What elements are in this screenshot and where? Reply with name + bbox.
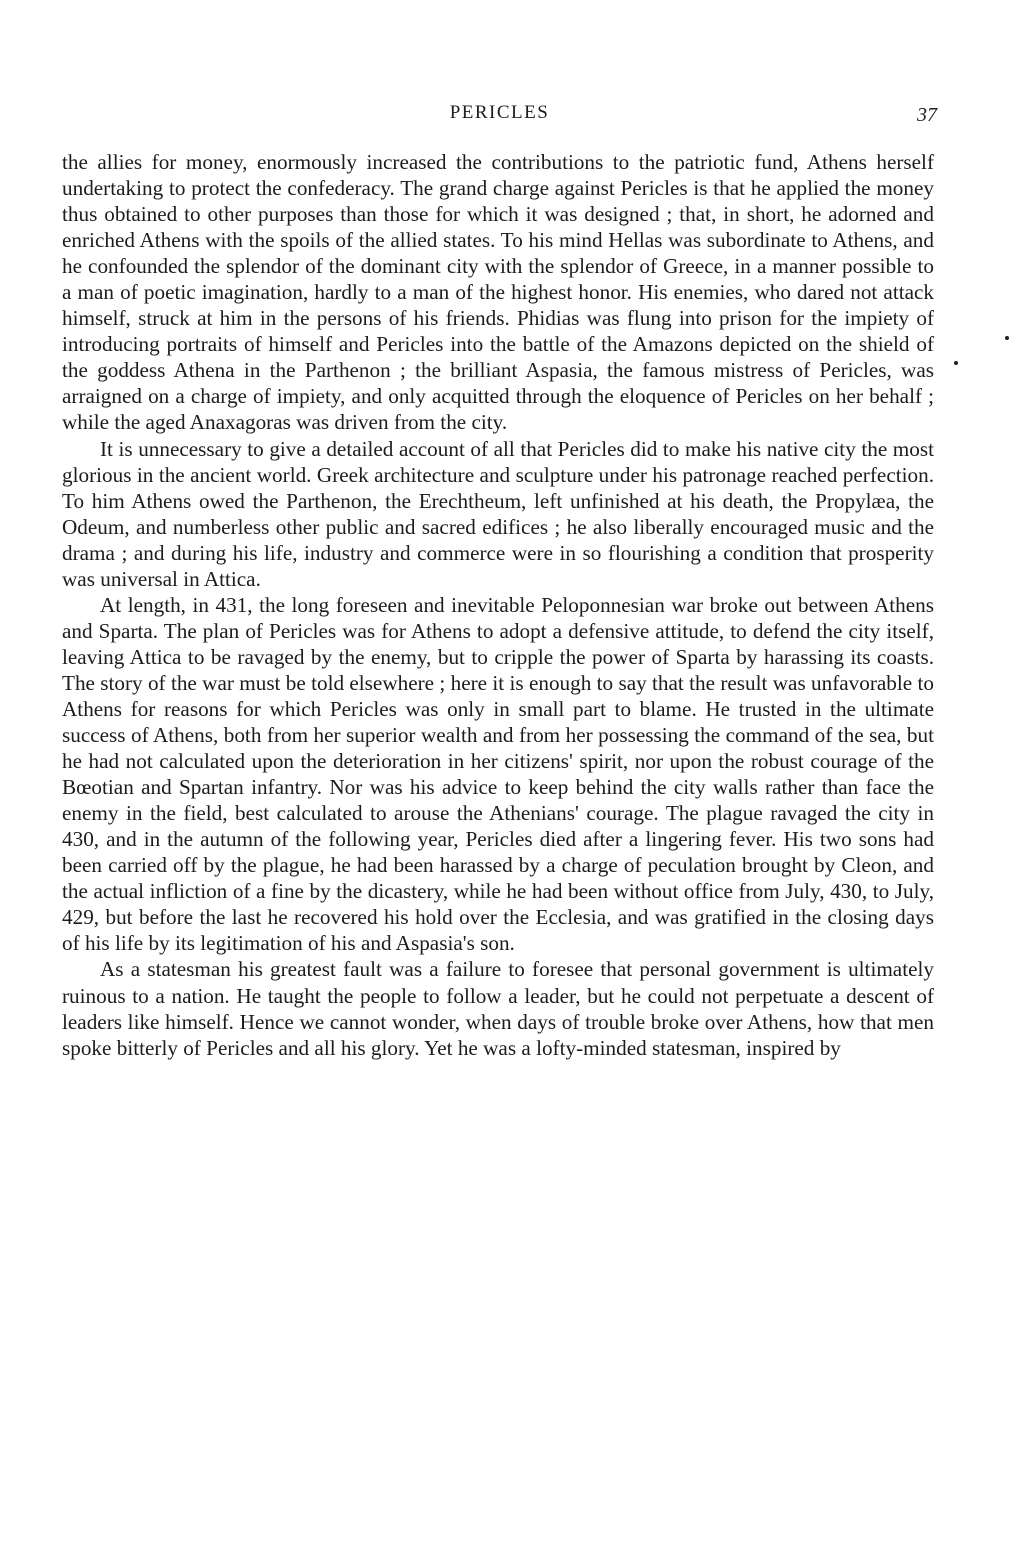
page-number: 37 — [917, 104, 937, 126]
running-title: PERICLES — [449, 102, 550, 123]
paragraph-achievements: It is unnecessary to give a detailed account of all that Pericles did to make his native city the most glorious in the ancient world. Greek architecture and sculpture under his patronage reached perfection. To him Athens owed the Parthenon, the Erechtheum, left unfinished at his death, the Propylæa, the Odeum, and numberless other public and sacred edifices ; he also liberally encouraged music and the drama ; and during his life, industry and commerce were in so flourishing a condition that prosperity was universal in Attica. — [62, 436, 934, 591]
paragraph-peloponnesian-war: At length, in 431, the long foreseen and inevitable Peloponnesian war broke out between Athens and Sparta. The plan of Pericles was for Athens to adopt a defensive attitude, to defend the city itself, leaving Attica to be ravaged by the enemy, but to cripple the power of Sparta by harassing its coasts. The story of the war must be told elsewhere ; here it is enough to say that the result was unfavorable to Athens for reasons for which Pericles was only in small part to blame. He trusted in the ultimate success of Athens, both from her superior wealth and from her possessing the command of the sea, but he had not calculated upon the deterioration in her citizens' spirit, nor upon the robust courage of the Bœotian and Spartan infantry. Nor was his advice to keep behind the city walls rather than face the enemy in the field, best calculated to arouse the Athenians' courage. The plague ravaged the city in 430, and in the autumn of the following year, Pericles died after a lingering fever. His two sons had been carried off by the plague, he had been harassed by a charge of peculation brought by Cleon, and the actual infliction of a fine by the dicastery, while he had been without office from July, 430, to July, 429, but before the last he recovered his hold over the Ecclesia, and was gratified in the closing days of his life by its legitimation of his and Aspasia's son. — [62, 592, 934, 956]
paragraph-statesman-fault: As a statesman his greatest fault was a failure to foresee that personal government is ultimately ruinous to a nation. He taught the people to follow a leader, but he could not perpetuate a descent of leaders like himself. Hence we cannot wonder, when days of trouble broke over Athens, how that men spoke bitterly of Pericles and all his glory. Yet he was a lofty-minded statesman, inspired by — [62, 957, 934, 1060]
running-head — [62, 102, 937, 132]
body-text — [62, 149, 934, 1061]
margin-mark — [1005, 336, 1009, 340]
margin-mark — [954, 361, 958, 365]
paragraph-continuation: the allies for money, enormously increased the contributions to the patriotic fund, Athens herself undertaking to protect the confederacy. The grand charge against Pericles is that he applied the money thus obtained to other purposes than those for which it was designed ; that, in short, he adorned and enriched Athens with the spoils of the allied states. To his mind Hellas was subordinate to Athens, and he confounded the splendor of the dominant city with the splendor of Greece, in a manner possible to a man of poetic imagination, hardly to a man of the highest honor. His enemies, who dared not attack himself, struck at him in the persons of his friends. Phidias was flung into prison for the impiety of introducing portraits of himself and Pericles into the battle of the Amazons depicted on the shield of the goddess Athena in the Parthenon ; the brilliant Aspasia, the famous mistress of Pericles, was arraigned on a charge of impiety, and only acquitted through the eloquence of Pericles on her behalf ; while the aged Anaxagoras was driven from the city. — [62, 150, 934, 435]
